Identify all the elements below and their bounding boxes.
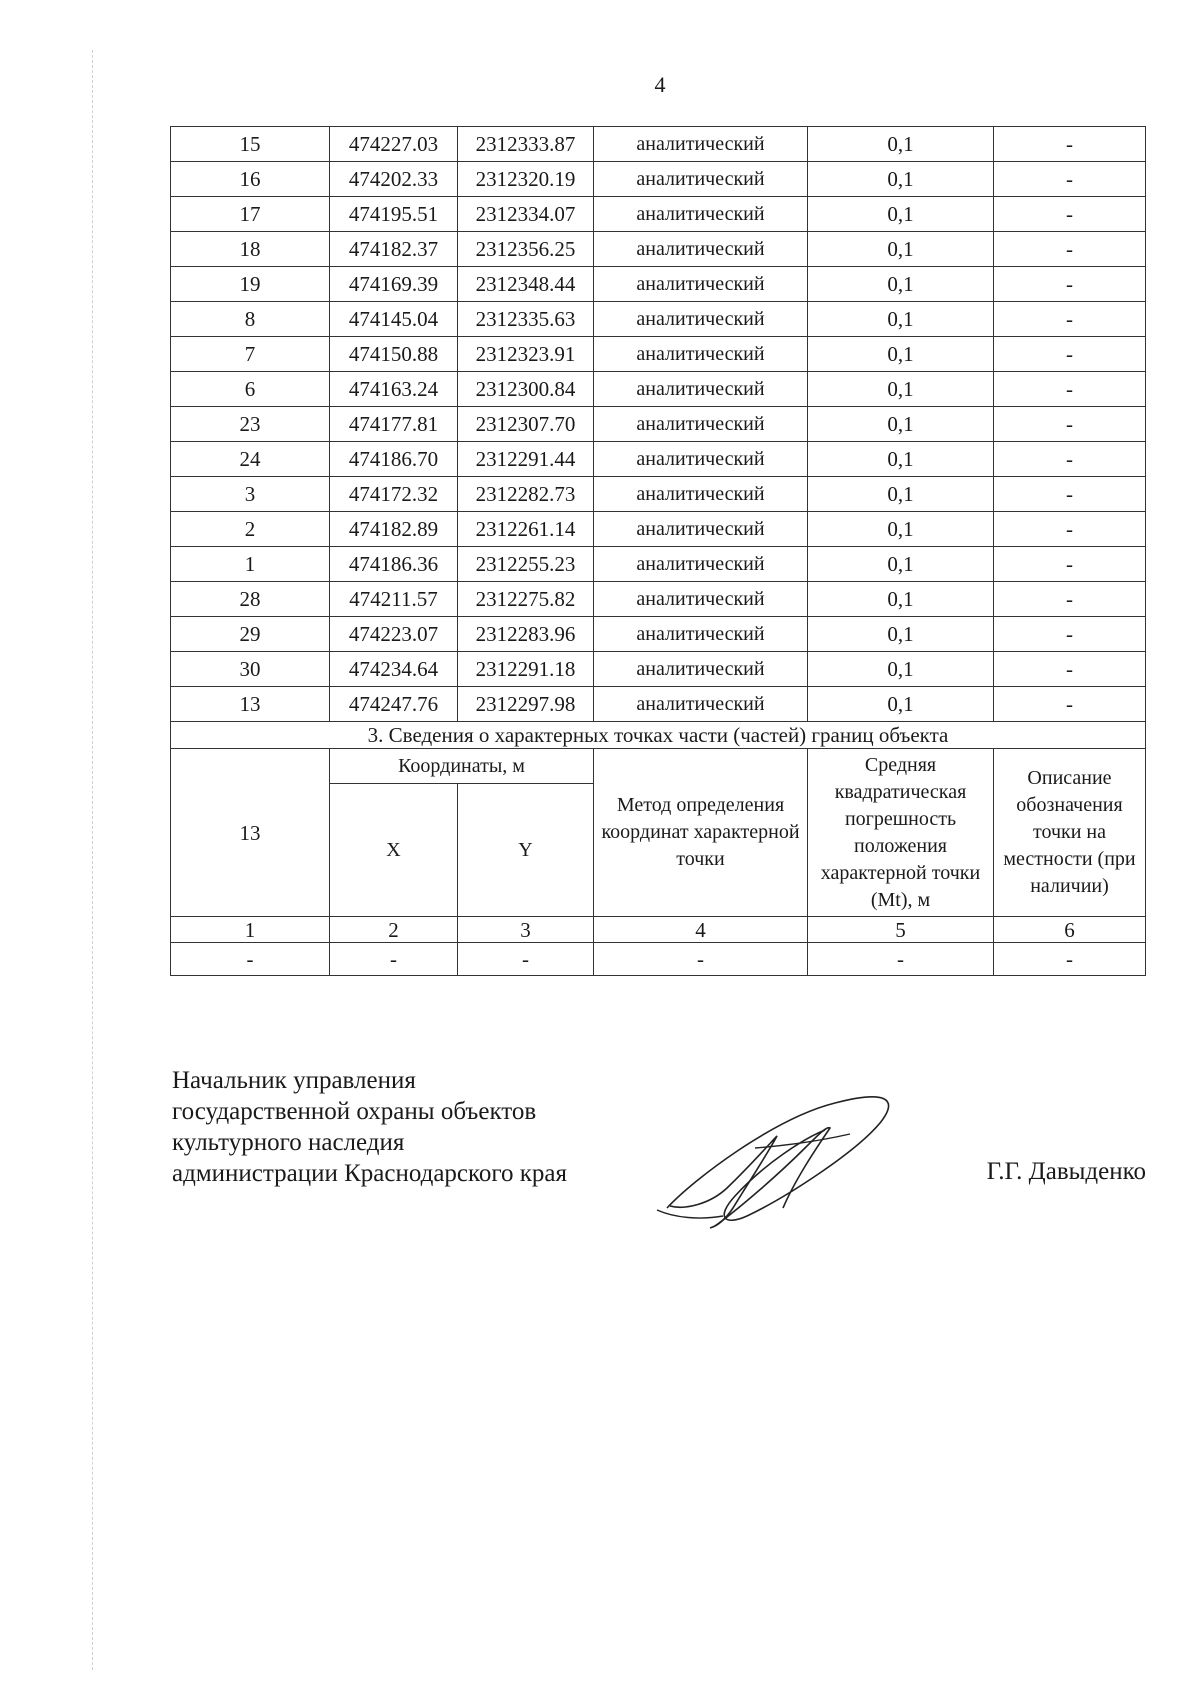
- coordinates-header: Координаты, м: [330, 749, 594, 784]
- table-row: [171, 232, 1146, 267]
- method-cell: аналитический: [594, 337, 808, 372]
- method-cell: аналитический: [594, 652, 808, 687]
- table-row: [171, 477, 1146, 512]
- x-coordinate-cell: 474182.89: [330, 512, 458, 547]
- signature-position: [172, 1065, 567, 1189]
- point-number-cell: 18: [171, 232, 330, 267]
- empty-cell: -: [330, 943, 458, 976]
- point-number-cell: 30: [171, 652, 330, 687]
- method-cell: аналитический: [594, 197, 808, 232]
- y-coordinate-cell: 2312307.70: [458, 407, 594, 442]
- table-row: [171, 127, 1146, 162]
- description-cell: -: [994, 617, 1146, 652]
- description-cell: -: [994, 197, 1146, 232]
- coordinates-table-body: [171, 127, 1146, 722]
- x-coordinate-cell: 474186.70: [330, 442, 458, 477]
- accuracy-cell: 0,1: [808, 547, 994, 582]
- accuracy-cell: 0,1: [808, 407, 994, 442]
- y-coordinate-cell: 2312282.73: [458, 477, 594, 512]
- x-coordinate-cell: 474223.07: [330, 617, 458, 652]
- description-cell: -: [994, 442, 1146, 477]
- y-coordinate-cell: 2312356.25: [458, 232, 594, 267]
- x-coordinate-cell: 474150.88: [330, 337, 458, 372]
- accuracy-cell: 0,1: [808, 442, 994, 477]
- y-coordinate-cell: 2312348.44: [458, 267, 594, 302]
- y-coordinate-cell: 2312297.98: [458, 687, 594, 722]
- margin-line: [92, 50, 93, 1670]
- y-coordinate-cell: 2312255.23: [458, 547, 594, 582]
- section3-title: 3. Сведения о характерных точках части (частей) границ объекта: [171, 722, 1146, 749]
- page-number: 4: [654, 72, 666, 97]
- y-coordinate-cell: 2312323.91: [458, 337, 594, 372]
- x-coordinate-cell: 474182.37: [330, 232, 458, 267]
- method-cell: аналитический: [594, 477, 808, 512]
- description-cell: -: [994, 407, 1146, 442]
- table-row: [171, 687, 1146, 722]
- column-number: 3: [458, 917, 594, 943]
- method-cell: аналитический: [594, 512, 808, 547]
- description-cell: -: [994, 547, 1146, 582]
- description-cell: -: [994, 232, 1146, 267]
- accuracy-cell: 0,1: [808, 267, 994, 302]
- x-coordinate-cell: 474169.39: [330, 267, 458, 302]
- table-row: [171, 582, 1146, 617]
- method-cell: аналитический: [594, 582, 808, 617]
- table-row: [171, 197, 1146, 232]
- column-number: 4: [594, 917, 808, 943]
- x-coordinate-cell: 474177.81: [330, 407, 458, 442]
- x-header: X: [330, 784, 458, 917]
- description-cell: -: [994, 302, 1146, 337]
- x-coordinate-cell: 474211.57: [330, 582, 458, 617]
- empty-cell: -: [171, 943, 330, 976]
- empty-data-row: [171, 943, 1146, 976]
- point-number-cell: 28: [171, 582, 330, 617]
- x-coordinate-cell: 474202.33: [330, 162, 458, 197]
- accuracy-cell: 0,1: [808, 232, 994, 267]
- empty-cell: -: [994, 943, 1146, 976]
- x-coordinate-cell: 474195.51: [330, 197, 458, 232]
- method-cell: аналитический: [594, 687, 808, 722]
- method-cell: аналитический: [594, 302, 808, 337]
- y-coordinate-cell: 2312334.07: [458, 197, 594, 232]
- accuracy-cell: 0,1: [808, 372, 994, 407]
- position-line: администрации Краснодарского края: [172, 1160, 568, 1187]
- table-row: [171, 547, 1146, 582]
- point-number-cell: 16: [171, 162, 330, 197]
- method-cell: аналитический: [594, 442, 808, 477]
- x-coordinate-cell: 474234.64: [330, 652, 458, 687]
- position-line: Начальник управления: [172, 1067, 416, 1094]
- table-row: [171, 372, 1146, 407]
- x-coordinate-cell: 474145.04: [330, 302, 458, 337]
- accuracy-cell: 0,1: [808, 617, 994, 652]
- point-number-cell: 3: [171, 477, 330, 512]
- x-coordinate-cell: 474172.32: [330, 477, 458, 512]
- point-number-cell: 7: [171, 337, 330, 372]
- accuracy-cell: 0,1: [808, 337, 994, 372]
- table-row: [171, 267, 1146, 302]
- signer-name: Г.Г. Давыденко: [986, 1158, 1146, 1185]
- method-cell: аналитический: [594, 162, 808, 197]
- table-row: [171, 512, 1146, 547]
- method-cell: аналитический: [594, 407, 808, 442]
- method-header: Метод определения координат характерной точки: [594, 749, 808, 917]
- empty-cell: -: [808, 943, 994, 976]
- column-number: 2: [330, 917, 458, 943]
- y-coordinate-cell: 2312335.63: [458, 302, 594, 337]
- method-cell: аналитический: [594, 617, 808, 652]
- point-number-cell: 29: [171, 617, 330, 652]
- description-cell: -: [994, 582, 1146, 617]
- point-number-cell: 13: [171, 687, 330, 722]
- point-number-cell: 19: [171, 267, 330, 302]
- point-number-cell: 6: [171, 372, 330, 407]
- description-cell: -: [994, 512, 1146, 547]
- y-coordinate-cell: 2312300.84: [458, 372, 594, 407]
- empty-cell: -: [594, 943, 808, 976]
- table-row: [171, 407, 1146, 442]
- accuracy-cell: 0,1: [808, 512, 994, 547]
- y-coordinate-cell: 2312261.14: [458, 512, 594, 547]
- y-coordinate-cell: 2312275.82: [458, 582, 594, 617]
- point-number-cell: 17: [171, 197, 330, 232]
- position-line: государственной охраны объектов: [172, 1098, 537, 1125]
- table-row: [171, 652, 1146, 687]
- accuracy-cell: 0,1: [808, 687, 994, 722]
- x-coordinate-cell: 474247.76: [330, 687, 458, 722]
- description-cell: -: [994, 372, 1146, 407]
- empty-cell: -: [458, 943, 594, 976]
- x-coordinate-cell: 474163.24: [330, 372, 458, 407]
- description-cell: -: [994, 652, 1146, 687]
- y-coordinate-cell: 2312291.44: [458, 442, 594, 477]
- description-header: Описание обозначения точки на местности (при наличии): [994, 749, 1146, 917]
- method-cell: аналитический: [594, 232, 808, 267]
- method-cell: аналитический: [594, 127, 808, 162]
- description-cell: -: [994, 477, 1146, 512]
- x-coordinate-cell: 474227.03: [330, 127, 458, 162]
- coordinates-table: [170, 126, 1146, 976]
- column-number: 1: [171, 917, 330, 943]
- table-row: [171, 442, 1146, 477]
- accuracy-cell: 0,1: [808, 302, 994, 337]
- y-coordinate-cell: 2312291.18: [458, 652, 594, 687]
- description-cell: -: [994, 162, 1146, 197]
- point-number-cell: 24: [171, 442, 330, 477]
- y-coordinate-cell: 2312283.96: [458, 617, 594, 652]
- column-number: 5: [808, 917, 994, 943]
- y-coordinate-cell: 2312320.19: [458, 162, 594, 197]
- accuracy-cell: 0,1: [808, 652, 994, 687]
- description-cell: -: [994, 267, 1146, 302]
- point-number-cell: 2: [171, 512, 330, 547]
- description-cell: -: [994, 127, 1146, 162]
- description-cell: -: [994, 337, 1146, 372]
- accuracy-cell: 0,1: [808, 127, 994, 162]
- position-line: культурного наследия: [172, 1129, 405, 1156]
- accuracy-header: Средняя квадратическая погрешность положения характерной точки (Mt), м: [808, 749, 994, 917]
- y-coordinate-cell: 2312333.87: [458, 127, 594, 162]
- y-header: Y: [458, 784, 594, 917]
- description-cell: -: [994, 687, 1146, 722]
- column-numbers-row: [171, 917, 1146, 943]
- method-cell: аналитический: [594, 372, 808, 407]
- handwritten-signature: [655, 1078, 905, 1238]
- method-cell: аналитический: [594, 547, 808, 582]
- section3-first-col-value: 13: [171, 749, 330, 917]
- point-number-cell: 8: [171, 302, 330, 337]
- section3-block: [171, 722, 1146, 976]
- accuracy-cell: 0,1: [808, 477, 994, 512]
- table-row: [171, 162, 1146, 197]
- accuracy-cell: 0,1: [808, 582, 994, 617]
- table-row: [171, 302, 1146, 337]
- accuracy-cell: 0,1: [808, 197, 994, 232]
- column-number: 6: [994, 917, 1146, 943]
- point-number-cell: 23: [171, 407, 330, 442]
- table-row: [171, 617, 1146, 652]
- point-number-cell: 1: [171, 547, 330, 582]
- table-row: [171, 337, 1146, 372]
- accuracy-cell: 0,1: [808, 162, 994, 197]
- x-coordinate-cell: 474186.36: [330, 547, 458, 582]
- method-cell: аналитический: [594, 267, 808, 302]
- point-number-cell: 15: [171, 127, 330, 162]
